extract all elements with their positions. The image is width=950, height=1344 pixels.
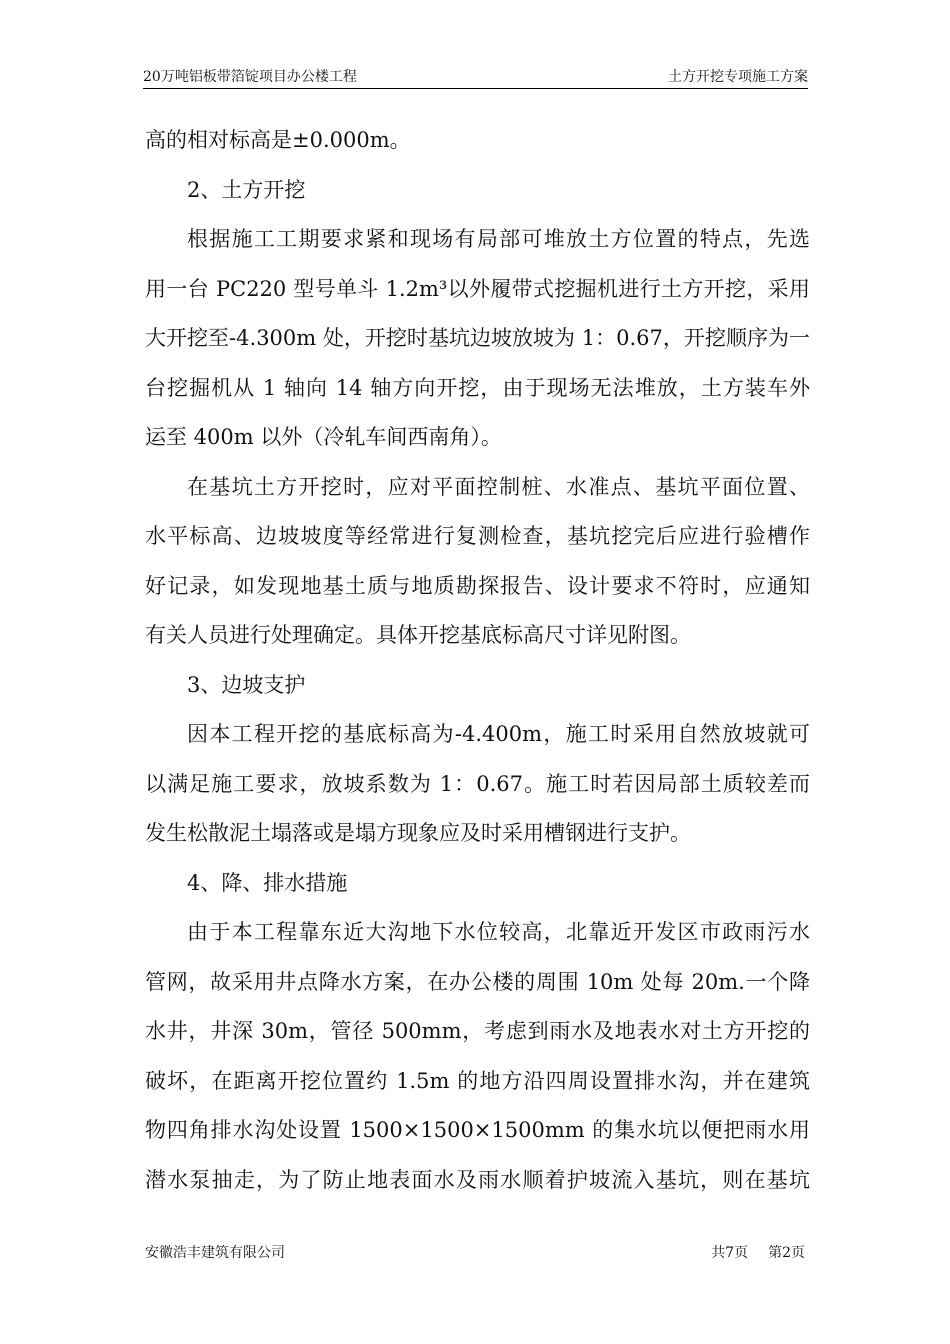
text-line: 台挖掘机从 1 轴向 14 轴方向开挖，由于现场无法堆放，土方装车外	[145, 375, 810, 400]
text-line: 好记录，如发现地基土质与地质勘探报告、设计要求不符时，应通知	[145, 573, 810, 598]
section-heading-earthwork: 2、土方开挖	[187, 177, 306, 202]
footer-current-page: 第2页	[768, 1245, 805, 1261]
text-line: 在基坑土方开挖时，应对平面控制桩、水准点、基坑平面位置、	[187, 474, 810, 499]
footer-company: 安徽浩丰建筑有限公司	[145, 1245, 285, 1261]
text-line: 用一台 PC220 型号单斗 1.2m³以外履带式挖掘机进行土方开挖，采用	[145, 276, 810, 301]
document-body	[145, 116, 810, 1205]
header-project-title: 20万吨铝板带箔锭项目办公楼工程	[143, 69, 357, 85]
text-line: 物四角排水沟处设置 1500×1500×1500mm 的集水坑以便把雨水用	[145, 1118, 810, 1142]
text-line: 有关人员进行处理确定。具体开挖基底标高尺寸详见附图。	[145, 623, 691, 647]
text-line: 以满足施工要求，放坡系数为 1：0.67。施工时若因局部土质较差而	[145, 771, 810, 796]
text-line: 水井，井深 30m，管径 500mm，考虑到雨水及地表水对土方开挖的	[145, 1019, 810, 1043]
text-line: 发生松散泥土塌落或是塌方现象应及时采用槽钢进行支护。	[145, 821, 691, 845]
section-heading-dewatering: 4、降、排水措施	[187, 870, 348, 895]
text-line: 大开挖至-4.300m 处，开挖时基坑边坡放坡为 1：0.67，开挖顺序为一	[145, 326, 810, 350]
text-line: 根据施工工期要求紧和现场有局部可堆放土方位置的特点，先选	[187, 227, 810, 251]
text-line: 潜水泵抽走，为了防止地表面水及雨水顺着护坡流入基坑，则在基坑	[145, 1167, 810, 1192]
page-number	[691, 1244, 805, 1262]
header-document-title: 土方开挖专项施工方案	[668, 69, 808, 85]
text-line: 破坏，在距离开挖位置约 1.5m 的地方沿四周设置排水沟，并在建筑	[145, 1068, 810, 1093]
footer-total-pages: 共7页	[711, 1245, 749, 1261]
text-line: 运至 400m 以外（冷轧车间西南角）。	[145, 425, 502, 449]
page-header	[143, 66, 808, 89]
text-line: 水平标高、边坡坡度等经常进行复测检查，基坑挖完后应进行验槽作	[145, 524, 810, 548]
text-line: 高的相对标高是±0.000m。	[145, 128, 411, 152]
section-heading-slope-support: 3、边坡支护	[187, 672, 306, 697]
text-line: 管网，故采用井点降水方案，在办公楼的周围 10m 处每 20m.一个降	[145, 969, 810, 994]
text-line: 因本工程开挖的基底标高为-4.400m，施工时采用自然放坡就可	[187, 722, 810, 746]
text-line: 由于本工程靠东近大沟地下水位较高，北靠近开发区市政雨污水	[187, 920, 810, 944]
